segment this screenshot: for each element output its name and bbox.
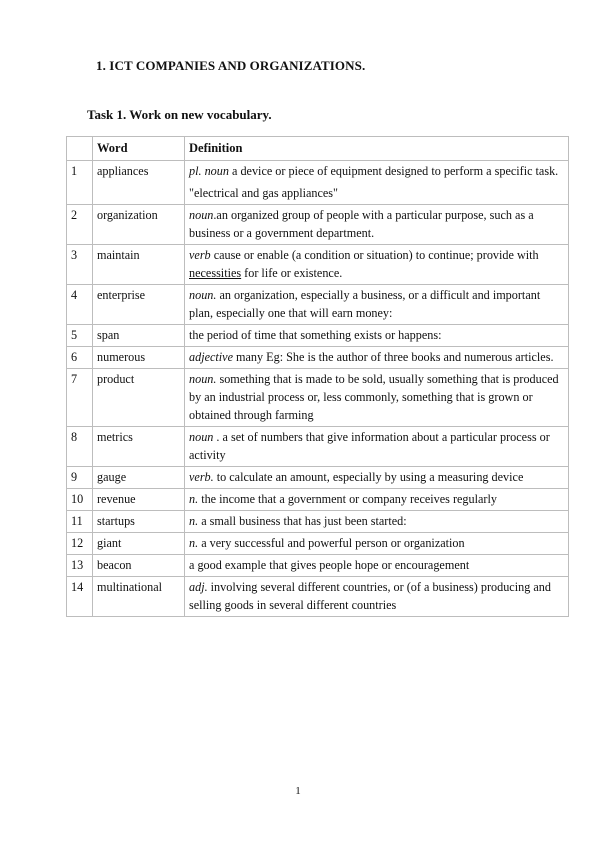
table-row [67,533,569,555]
part-of-speech: noun. [189,372,217,386]
row-number: 13 [67,555,93,577]
definition-text: many Eg: She is the author of three books and numerous articles. [232,350,554,364]
row-number: 9 [67,467,93,489]
definition-text: the period of time that something exists or happens: [189,328,442,342]
definition-text: a device or piece of equipment designed to perform a specific task. [228,164,559,178]
row-word: maintain [93,245,185,285]
row-number: 2 [67,205,93,245]
table-row [67,161,569,205]
row-number: 10 [67,489,93,511]
row-number: 14 [67,577,93,617]
example-text: "electrical and gas appliances" [189,186,339,200]
row-word: metrics [93,427,185,467]
row-word: appliances [93,161,185,205]
row-definition [185,533,569,555]
part-of-speech: verb [189,248,211,262]
underlined-word: necessities [189,266,242,280]
part-of-speech: pl. noun [189,164,229,178]
row-number: 12 [67,533,93,555]
table-header-row [67,137,569,161]
page-number: 1 [295,785,301,797]
table-row [67,511,569,533]
row-definition [185,511,569,533]
row-definition [185,577,569,617]
row-number: 6 [67,347,93,369]
row-definition [185,555,569,577]
definition-text: for life or existence. [241,266,343,280]
row-number: 1 [67,161,93,205]
row-definition [185,325,569,347]
definition-text: something that is made to be sold, usually something that is produced by an industrial process or, less commonly, something that is grown or obtained through farming [189,372,559,422]
definition-text: a good example that gives people hope or encouragement [189,558,470,572]
definition-text: an organization, especially a business, or a difficult and important plan, especially one that will earn money: [189,288,541,320]
definition-text: the income that a government or company receives regularly [198,492,497,506]
part-of-speech: noun [189,208,214,222]
row-definition [185,427,569,467]
definition-text: a very successful and powerful person or organization [198,536,465,550]
row-definition [185,489,569,511]
table-row [67,369,569,427]
header-number [67,137,93,161]
header-word: Word [93,137,185,161]
row-word: product [93,369,185,427]
row-number: 4 [67,285,93,325]
row-definition [185,245,569,285]
row-number: 5 [67,325,93,347]
row-number: 3 [67,245,93,285]
part-of-speech: noun [189,430,214,444]
row-word: gauge [93,467,185,489]
row-word: multinational [93,577,185,617]
row-number: 7 [67,369,93,427]
row-word: beacon [93,555,185,577]
part-of-speech: adjective [189,350,233,364]
row-word: organization [93,205,185,245]
task-title: Task 1. Work on new vocabulary. [87,107,272,122]
row-word: numerous [93,347,185,369]
table-row [67,245,569,285]
row-definition [185,205,569,245]
part-of-speech: adj. [189,580,208,594]
definition-text: to calculate an amount, especially by using a measuring device [213,470,524,484]
definition-text: .an organized group of people with a particular purpose, such as a business or a government department. [189,208,534,240]
table-row [67,325,569,347]
row-number: 8 [67,427,93,467]
row-word: span [93,325,185,347]
table-row [67,555,569,577]
row-word: enterprise [93,285,185,325]
row-word: revenue [93,489,185,511]
definition-text: . a set of numbers that give information about a particular process or activity [189,430,550,462]
table-row [67,467,569,489]
vocabulary-table [66,136,569,617]
row-number: 11 [67,511,93,533]
row-definition [185,161,569,205]
part-of-speech: n. [189,536,199,550]
header-definition: Definition [185,137,569,161]
table-row [67,285,569,325]
table-row [67,489,569,511]
part-of-speech: n. [189,514,199,528]
row-definition [185,369,569,427]
part-of-speech: noun. [189,288,217,302]
table-row [67,205,569,245]
table-row [67,427,569,467]
row-definition [185,467,569,489]
row-word: giant [93,533,185,555]
row-definition [185,347,569,369]
row-word: startups [93,511,185,533]
row-definition [185,285,569,325]
part-of-speech: n. [189,492,199,506]
section-heading: 1. ICT COMPANIES AND ORGANIZATIONS. [96,58,366,73]
part-of-speech: verb. [189,470,214,484]
table-row [67,577,569,617]
definition-text: involving several different countries, or (of a business) producing and selling goods in several different countries [189,580,551,612]
table-row [67,347,569,369]
definition-text: a small business that has just been started: [198,514,407,528]
definition-text: cause or enable (a condition or situation) to continue; provide with [210,248,539,262]
